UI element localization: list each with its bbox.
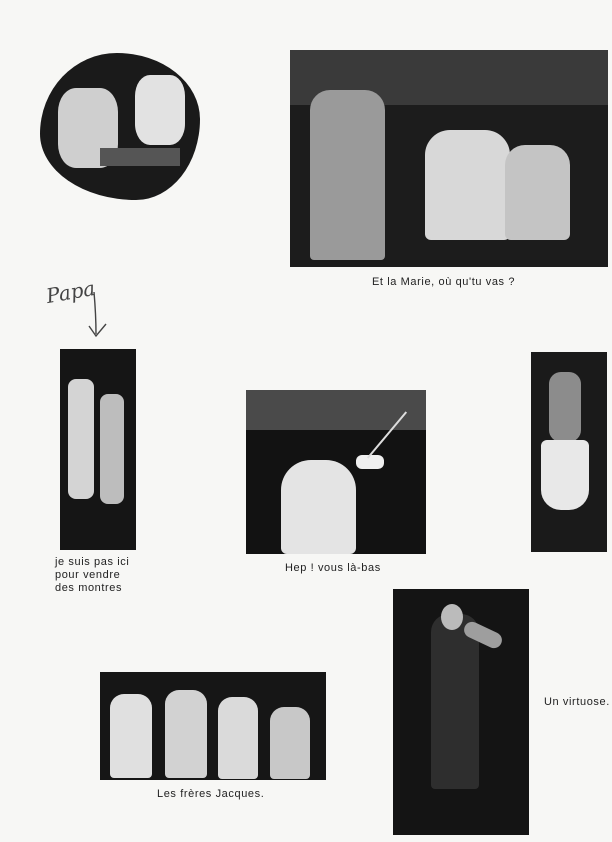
photo-violinist bbox=[393, 589, 529, 835]
photo-freres-jacques bbox=[100, 672, 326, 780]
caption-virtuose: Un virtuose. bbox=[544, 696, 610, 708]
caption-marie: Et la Marie, où qu'tu vas ? bbox=[372, 276, 516, 288]
photo-conductor bbox=[246, 390, 426, 554]
caption-montres: je suis pas ici pour vendre des montres bbox=[55, 556, 130, 594]
photo-stage-marie bbox=[290, 50, 608, 267]
photo-montres bbox=[60, 349, 136, 550]
handwritten-note-papa: Papa bbox=[44, 275, 97, 309]
caption-freres: Les frères Jacques. bbox=[157, 788, 265, 800]
photo-men-at-table-oval bbox=[40, 53, 200, 200]
handwritten-arrow-icon bbox=[84, 290, 114, 340]
caption-hep: Hep ! vous là-bas bbox=[285, 562, 381, 574]
photo-dancer bbox=[531, 352, 607, 552]
